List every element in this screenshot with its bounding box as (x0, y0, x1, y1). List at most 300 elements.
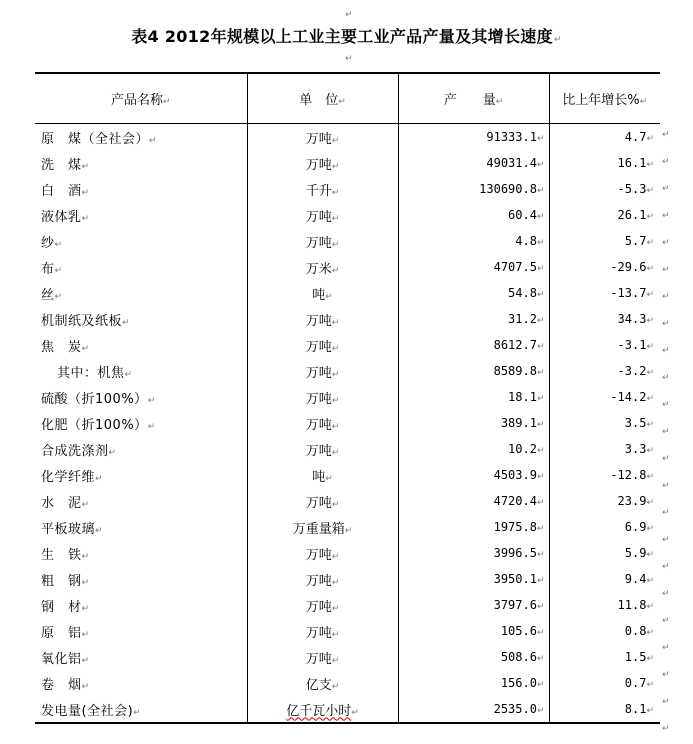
unit-value: 万吨 (305, 313, 332, 329)
paragraph-mark: ↵ (536, 394, 545, 404)
growth-cell (549, 228, 660, 254)
unit-value: 万吨 (305, 547, 332, 563)
output-value: 60.4 (508, 208, 537, 222)
product-name: 白 酒 (41, 183, 82, 199)
paragraph-mark: ↵ (662, 157, 670, 167)
paragraph-mark: ↵ (646, 628, 654, 638)
paragraph-mark: ↵ (536, 290, 545, 300)
paragraph-mark: ↵ (536, 576, 545, 586)
product-name: 合成洗涤剂 (41, 443, 109, 459)
paragraph-mark: ↵ (536, 316, 545, 326)
output-cell (398, 618, 549, 644)
product-name-cell (35, 696, 247, 723)
paragraph-mark: ↵ (662, 508, 670, 518)
paragraph-mark: ↵ (646, 264, 654, 274)
unit-cell (247, 644, 398, 670)
growth-value: 34.3 (617, 312, 647, 326)
table-row (35, 670, 660, 696)
table-row (35, 228, 660, 254)
growth-value: 3.5 (624, 416, 647, 430)
paragraph-mark: ↵ (536, 264, 545, 274)
table-row (35, 150, 660, 176)
output-cell (398, 306, 549, 332)
unit-cell (247, 176, 398, 202)
paragraph-mark: ↵ (662, 454, 670, 464)
paragraph-mark: ↵ (536, 654, 545, 664)
output-value: 8589.8 (493, 364, 537, 378)
table-row (35, 332, 660, 358)
paragraph-mark: ↵ (553, 35, 562, 45)
output-cell (398, 280, 549, 306)
unit-cell (247, 540, 398, 566)
growth-cell (549, 436, 660, 462)
paragraph-mark: ↵ (331, 161, 340, 172)
paragraph-mark: ↵ (662, 184, 670, 194)
paragraph-mark: ↵ (646, 238, 654, 248)
unit-value: 万吨 (305, 131, 332, 147)
product-name-cell (35, 254, 247, 280)
table-row (35, 488, 660, 514)
product-name: 纱 (41, 235, 55, 251)
product-name: 钢 材 (41, 599, 82, 615)
growth-cell (549, 540, 660, 566)
paragraph-mark: ↵ (54, 265, 63, 276)
unit-cell (247, 670, 398, 696)
growth-cell (549, 202, 660, 228)
paragraph-mark: ↵ (325, 473, 333, 484)
production-table (35, 72, 660, 724)
paragraph-mark: ↵ (162, 97, 171, 107)
paragraph-mark: ↵ (536, 186, 545, 196)
growth-value: 23.9 (617, 494, 647, 508)
paragraph-mark: ↵ (646, 316, 654, 326)
paragraph-mark: ↵ (536, 212, 545, 222)
output-value: 49031.4 (486, 156, 537, 170)
unit-value: 万吨 (305, 339, 332, 355)
table-row (35, 592, 660, 618)
table-row (35, 566, 660, 592)
table-title-text: 表4 2012年规模以上工业主要工业产品产量及其增长速度 (131, 27, 553, 46)
table-row (35, 202, 660, 228)
paragraph-mark: ↵ (81, 655, 90, 666)
output-value: 3950.1 (493, 572, 537, 586)
paragraph-mark: ↵ (331, 577, 340, 588)
paragraph-mark: ↵ (536, 550, 545, 560)
growth-value: 0.8 (624, 624, 647, 638)
paragraph-mark: ↵ (81, 343, 90, 354)
paragraph-mark: ↵ (646, 394, 654, 404)
output-cell (398, 176, 549, 202)
product-name: 原 铝 (41, 625, 82, 641)
growth-value: 9.4 (624, 572, 647, 586)
paragraph-mark: ↵ (536, 602, 545, 612)
paragraph-mark: ↵ (54, 239, 63, 250)
unit-value: 万吨 (305, 417, 332, 433)
output-value: 4707.5 (493, 260, 537, 274)
growth-cell (549, 124, 660, 151)
paragraph-mark: ↵ (662, 292, 670, 302)
output-cell (398, 124, 549, 151)
product-name-cell (35, 514, 247, 540)
product-name-cell (35, 410, 247, 436)
table-body (35, 124, 660, 724)
unit-cell (247, 566, 398, 592)
output-cell (398, 436, 549, 462)
output-cell (398, 254, 549, 280)
paragraph-mark: ↵ (662, 346, 670, 356)
paragraph-mark: ↵ (646, 680, 654, 690)
paragraph-mark: ↵ (536, 524, 545, 534)
paragraph-mark: ↵ (662, 697, 670, 707)
paragraph-mark: ↵ (147, 395, 156, 406)
paragraph-mark: ↵ (536, 134, 545, 144)
header-cell-unit: 单 位↵ (247, 73, 398, 124)
growth-cell (549, 280, 660, 306)
paragraph-mark: ↵ (81, 499, 90, 510)
growth-value: 3.3 (624, 442, 647, 456)
product-name: 机制纸及纸板 (41, 313, 123, 329)
growth-value: -14.2 (610, 390, 647, 404)
table-row (35, 696, 660, 723)
growth-value: 8.1 (624, 702, 647, 716)
unit-value: 万吨 (305, 209, 332, 225)
paragraph-mark: ↵ (662, 400, 670, 410)
paragraph-mark: ↵ (331, 629, 340, 640)
paragraph-mark: ↵ (646, 654, 654, 664)
output-cell (398, 228, 549, 254)
product-name-cell (35, 540, 247, 566)
growth-cell (549, 306, 660, 332)
product-name: 氧化铝 (41, 651, 82, 667)
header-cell-growth: 比上年增长%↵ (549, 73, 660, 124)
paragraph-mark: ↵ (54, 291, 63, 302)
unit-value: 万吨 (305, 599, 332, 615)
paragraph-mark: ↵ (81, 681, 90, 692)
unit-cell (247, 332, 398, 358)
paragraph-mark: ↵ (536, 680, 545, 690)
output-cell (398, 202, 549, 228)
product-name-cell (35, 280, 247, 306)
paragraph-mark: ↵ (662, 670, 670, 680)
output-value: 1975.8 (493, 520, 537, 534)
table-row (35, 358, 660, 384)
growth-value: 26.1 (617, 208, 647, 222)
output-cell (398, 670, 549, 696)
growth-cell (549, 332, 660, 358)
table-row (35, 280, 660, 306)
unit-cell (247, 384, 398, 410)
paragraph-mark: ↵ (536, 472, 545, 482)
growth-value: 5.9 (624, 546, 647, 560)
paragraph-mark: ↵ (325, 291, 333, 302)
paragraph-mark: ↵ (662, 130, 670, 140)
unit-value: 千升 (305, 183, 332, 199)
product-name-cell (35, 566, 247, 592)
paragraph-mark: ↵ (495, 97, 504, 107)
growth-value: 16.1 (617, 156, 647, 170)
output-value: 508.6 (500, 650, 537, 664)
table-row (35, 436, 660, 462)
paragraph-mark: ↵ (646, 576, 654, 586)
growth-value: -3.1 (617, 338, 647, 352)
paragraph-mark: ↵ (536, 498, 545, 508)
unit-value: 吨 (312, 469, 326, 485)
paragraph-mark: ↵ (331, 265, 340, 276)
unit-value: 万吨 (305, 573, 332, 589)
paragraph-mark: ↵ (662, 427, 670, 437)
output-value: 3996.5 (493, 546, 537, 560)
paragraph-mark: ↵ (646, 368, 654, 378)
table-row (35, 644, 660, 670)
paragraph-mark: ↵ (646, 290, 654, 300)
unit-value: 万吨 (305, 443, 332, 459)
output-cell (398, 644, 549, 670)
product-name-cell (35, 670, 247, 696)
output-cell (398, 384, 549, 410)
unit-value: 吨 (312, 287, 326, 303)
paragraph-mark: ↵ (344, 525, 353, 536)
growth-cell (549, 384, 660, 410)
paragraph-mark: ↵ (133, 707, 142, 718)
paragraph-mark: ↵ (122, 317, 131, 328)
output-value: 2535.0 (493, 702, 537, 716)
paragraph-mark: ↵ (108, 447, 117, 458)
growth-value: 1.5 (624, 650, 647, 664)
product-name: 硫酸（折100%） (41, 391, 148, 407)
table-row (35, 410, 660, 436)
unit-cell (247, 254, 398, 280)
growth-value: 11.8 (617, 598, 647, 612)
paragraph-mark: ↵ (646, 186, 654, 196)
paragraph-mark: ↵ (662, 643, 670, 653)
table-row (35, 618, 660, 644)
paragraph-mark: ↵ (331, 343, 340, 354)
unit-value: 万吨 (305, 365, 332, 381)
paragraph-mark: ↵ (95, 525, 104, 536)
product-name: 卷 烟 (41, 677, 82, 693)
paragraph-mark: ↵ (646, 706, 654, 716)
output-value: 105.6 (500, 624, 537, 638)
growth-cell (549, 644, 660, 670)
unit-value: 万吨 (305, 651, 332, 667)
output-cell (398, 696, 549, 723)
paragraph-mark: ↵ (662, 481, 670, 491)
paragraph-mark: ↵ (124, 369, 133, 380)
output-value: 4.8 (515, 234, 537, 248)
product-name-cell (35, 124, 247, 151)
growth-value: 4.7 (624, 130, 647, 144)
growth-value: 0.7 (624, 676, 647, 690)
product-name-cell (35, 332, 247, 358)
unit-cell (247, 618, 398, 644)
paragraph-mark: ↵ (662, 562, 670, 572)
unit-cell (247, 280, 398, 306)
output-cell (398, 410, 549, 436)
paragraph-mark: ↵ (81, 577, 90, 588)
product-name: 粗 钢 (41, 573, 82, 589)
product-name-cell (35, 202, 247, 228)
output-value: 91333.1 (486, 130, 537, 144)
growth-cell (549, 488, 660, 514)
table-row (35, 306, 660, 332)
paragraph-mark: ↵ (639, 97, 648, 107)
unit-cell (247, 306, 398, 332)
output-value: 4503.9 (493, 468, 537, 482)
product-name: 水 泥 (41, 495, 82, 511)
paragraph-mark: ↵ (331, 655, 340, 666)
output-cell (398, 488, 549, 514)
paragraph-mark: ↵ (646, 134, 654, 144)
paragraph-mark: ↵ (331, 499, 340, 510)
table-row (35, 176, 660, 202)
growth-value: -3.2 (617, 364, 647, 378)
growth-cell (549, 618, 660, 644)
growth-cell (549, 358, 660, 384)
paragraph-mark: ↵ (331, 213, 340, 224)
paragraph-mark: ↵ (81, 187, 90, 198)
output-cell (398, 592, 549, 618)
growth-cell (549, 514, 660, 540)
product-name: 原 煤（全社会） (41, 131, 150, 147)
paragraph-mark: ↵ (646, 550, 654, 560)
product-name: 平板玻璃 (41, 521, 96, 537)
growth-cell (549, 254, 660, 280)
paragraph-mark: ↵ (536, 628, 545, 638)
unit-cell (247, 514, 398, 540)
paragraph-mark: ↵ (81, 551, 90, 562)
output-value: 31.2 (508, 312, 537, 326)
product-name: 洗 煤 (41, 157, 82, 173)
unit-cell (247, 124, 398, 151)
paragraph-mark: ↵ (662, 616, 670, 626)
paragraph-mark: ↵ (331, 135, 340, 146)
output-value: 389.1 (500, 416, 537, 430)
unit-value: 亿支 (305, 677, 332, 693)
paragraph-mark: ↵ (147, 421, 156, 432)
unit-cell (247, 488, 398, 514)
growth-value: -13.7 (610, 286, 647, 300)
paragraph-mark: ↵ (81, 629, 90, 640)
table-row (35, 514, 660, 540)
header-row (35, 73, 660, 124)
growth-value: -5.3 (617, 182, 647, 196)
output-value: 4720.4 (493, 494, 537, 508)
growth-cell (549, 462, 660, 488)
product-name-cell (35, 592, 247, 618)
product-name-cell (35, 306, 247, 332)
paragraph-mark: ↵ (646, 420, 654, 430)
product-name-cell (35, 150, 247, 176)
growth-cell (549, 150, 660, 176)
product-name-cell (35, 176, 247, 202)
unit-cell (247, 696, 398, 723)
output-cell (398, 150, 549, 176)
unit-cell (247, 462, 398, 488)
product-name-cell (35, 228, 247, 254)
paragraph-mark: ↵ (331, 369, 340, 380)
output-cell (398, 540, 549, 566)
paragraph-mark: ↵ (662, 589, 670, 599)
growth-value: 6.9 (624, 520, 647, 534)
product-name-cell (35, 618, 247, 644)
paragraph-mark: ↵ (662, 211, 670, 221)
paragraph-mark: ↵ (646, 498, 654, 508)
paragraph-mark: ↵ (345, 54, 353, 64)
growth-value: -29.6 (610, 260, 647, 274)
paragraph-mark: ↵ (345, 10, 353, 20)
table-row (35, 384, 660, 410)
output-value: 10.2 (508, 442, 537, 456)
output-cell (398, 462, 549, 488)
output-cell (398, 514, 549, 540)
output-value: 3797.6 (493, 598, 537, 612)
paragraph-mark: ↵ (662, 373, 670, 383)
unit-cell (247, 202, 398, 228)
product-name-cell (35, 462, 247, 488)
paragraph-mark: ↵ (536, 238, 545, 248)
product-name: 化学纤维 (41, 469, 96, 485)
paragraph-mark: ↵ (662, 535, 670, 545)
table-title (0, 24, 693, 47)
growth-value: -12.8 (610, 468, 647, 482)
unit-value: 万吨 (305, 625, 332, 641)
paragraph-mark: ↵ (536, 342, 545, 352)
paragraph-mark: ↵ (646, 602, 654, 612)
paragraph-mark: ↵ (81, 603, 90, 614)
product-name: 其中：机焦 (57, 365, 125, 381)
unit-cell (247, 228, 398, 254)
product-name: 化肥（折100%） (41, 417, 148, 433)
product-name-cell (35, 384, 247, 410)
header-cell-name: 产品名称↵ (35, 73, 247, 124)
output-value: 54.8 (508, 286, 537, 300)
output-value: 130690.8 (479, 182, 537, 196)
paragraph-mark: ↵ (81, 161, 90, 172)
unit-cell (247, 592, 398, 618)
product-name-cell (35, 436, 247, 462)
paragraph-mark: ↵ (646, 472, 654, 482)
paragraph-mark: ↵ (331, 239, 340, 250)
unit-value: 万吨 (305, 495, 332, 511)
paragraph-mark: ↵ (646, 160, 654, 170)
paragraph-mark: ↵ (331, 551, 340, 562)
paragraph-mark: ↵ (331, 395, 340, 406)
table-row (35, 254, 660, 280)
paragraph-mark: ↵ (662, 238, 670, 248)
paragraph-mark: ↵ (662, 265, 670, 275)
paragraph-mark: ↵ (331, 187, 340, 198)
paragraph-mark: ↵ (331, 421, 340, 432)
paragraph-mark: ↵ (646, 446, 654, 456)
unit-cell (247, 436, 398, 462)
paragraph-mark: ↵ (331, 447, 340, 458)
growth-cell (549, 670, 660, 696)
growth-cell (549, 566, 660, 592)
growth-cell (549, 410, 660, 436)
table-row (35, 124, 660, 151)
product-name-cell (35, 358, 247, 384)
output-cell (398, 358, 549, 384)
product-name-cell (35, 488, 247, 514)
growth-cell (549, 696, 660, 723)
product-name: 布 (41, 261, 55, 277)
unit-value: 万吨 (305, 391, 332, 407)
product-name-cell (35, 644, 247, 670)
paragraph-mark: ↵ (646, 524, 654, 534)
unit-value: 万米 (305, 261, 332, 277)
output-cell (398, 332, 549, 358)
output-value: 156.0 (500, 676, 537, 690)
